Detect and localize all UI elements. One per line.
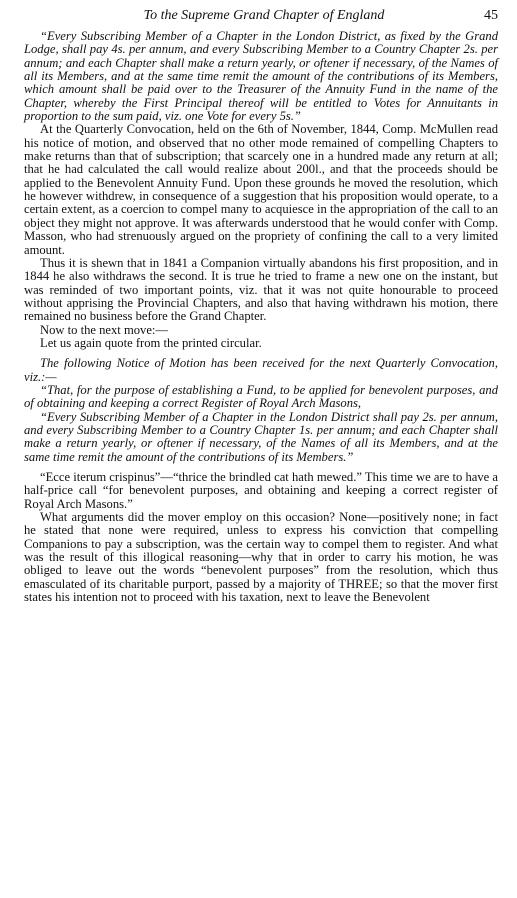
running-title: To the Supreme Grand Chapter of England [143,8,385,23]
running-header [24,8,498,24]
notice-of-motion-intro: The following Notice of Motion has been received for the next Quarterly Convocation, viz.:— [24,356,498,384]
paragraph-next-move: Now to the next move:— [40,322,169,337]
paragraph-ecce: “Ecce iterum crispinus”—“thrice the brindled cat hath mewed.” This time we are to have a half-price call “for benevolent purposes, and obtaining and keeping a correct register of Royal Arch Masons.” [24,470,498,511]
notice-fund: “That, for the purpose of establishing a Fund, to be applied for benevolent purposes, and of obtaining and keeping a correct Register of Royal Arch Masons, [24,382,498,411]
paragraph-quote-again: Let us again quote from the printed circular. [40,335,262,350]
paragraph-arguments: What arguments did the mover employ on this occasion? None—positively none; in fact he stated that none were required, unless to express his conviction that compelling Companions to pay a subscription, was the certain way to compel them to register. And what was the result of this illogical reasoning—why that in order to carry his motion, he was obliged to leave out the words “benevolent purposes” from the resolution, which thus emasculated of its charitable purport, passed by a majority of THREE; so that the mover first states his intention not to proceed with his taxation, next to leave the Benevolent [24,510,498,605]
paragraph-convocation: At the Quarterly Convocation, held on the 6th of November, 1844, Comp. McMullen read his notice of motion, and observed that no other mode remained of compelling Chapters to make returns than that of subscription; that scarcely one in a hundred made any return at all; that he had calculated the call would realize about 200l., and that the proceeds should be applied to the Benevolent Annuity Fund. Upon these grounds he moved the resolution, which he however withdrew, in consequence of a suggestion that his proposition would operate, to a certain extent, as a coercion to compel many to acquiesce in the appropriation of the call to an object they might not approve. It was afterwards understood that he would confer with Comp. Masson, who had strenuously argued on the propriety of confining the call to a very limited amount. [24,122,498,257]
notice-subscribing: “Every Subscribing Member of a Chapter in the London District shall pay 2s. per annum, and every Subscribing Member to a Country Chapter 1s. per annum; and each Chapter shall make a return yearly, or oftener if necessary, of the Names of all its Members, and at the same time remit the amount of the contributions of its Members.” [24,409,498,464]
body-text [24,30,498,604]
quoted-motion-1880: “Every Subscribing Member of a Chapter in the London District, as fixed by the Grand Lodge, shall pay 4s. per annum, and every Subscribing Member to a Country Chapter 2s. per annum; and each Chapter shall make a return yearly, or oftener if necessary, of the Names of all its Members, and at the same time remit the amount of the contributions of its Members, which amount shall be paid over to the Treasurer of the Annuity Fund in the name of the Chapter, whereby the First Principal thereof will be entitled to Votes for Annuitants in proportion to the sum paid, viz. one Vote for every 5s.” [24,29,498,124]
page-number: 45 [484,8,498,23]
paragraph-1841: Thus it is shewn that in 1841 a Companion virtually abandons his first proposition, and in 1844 he also withdraws the second. It is true he tried to frame a new one on the instant, but was reminded of two important points, viz. that it was not quite honourable to proceed without apprising the Provincial Chapters, and also that having withdrawn his motion, there remained no business before the Grand Chapter. [24,255,498,324]
